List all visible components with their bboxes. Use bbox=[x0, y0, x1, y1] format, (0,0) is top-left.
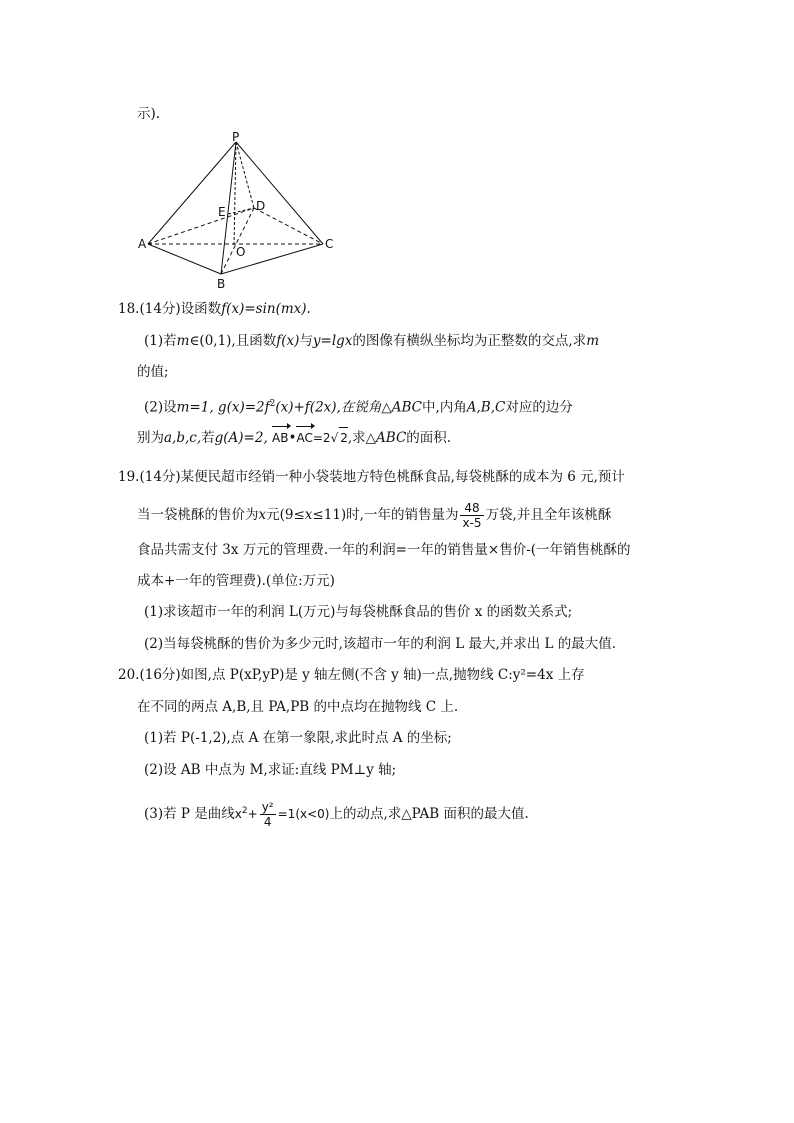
label-a: A bbox=[138, 237, 147, 251]
edge-pc bbox=[236, 142, 323, 244]
q19-part1: (1)求该超市一年的利润 L(万元)与每袋桃酥食品的售价 x 的函数关系式; bbox=[144, 604, 573, 620]
vector-ab: AB bbox=[272, 428, 288, 448]
q19-stem-4: 成本+一年的管理费).(单位:万元) bbox=[137, 573, 335, 589]
q20-part1: (1)若 P(-1,2),点 A 在第一象限,求此时点 A 的坐标; bbox=[144, 730, 452, 746]
q18-part2: (2)设m=1, $g(x)=2f^2(x)+f(2x)$,在锐角△ABC中,内角A,B,C对应的边分 bbox=[144, 399, 573, 416]
sqrt-two: 2 bbox=[339, 427, 348, 448]
q19-part2: (2)当每袋桃酥的售价为多少元时,该超市一年的利润 L 最大,并求出 L 的最大值. bbox=[144, 636, 617, 652]
label-o: O bbox=[236, 245, 246, 259]
q19-stem-1: 19.(14分)某便民超市经销一种小袋装地方特色桃酥食品,每袋桃酥的成本为 6 元,预计 bbox=[118, 469, 625, 485]
edge-pa bbox=[148, 142, 236, 244]
label-e: E bbox=[218, 205, 226, 219]
fraction-y2-over-4: $\frac{\text{y²}}{4}$ bbox=[261, 800, 274, 829]
label-c: C bbox=[325, 237, 334, 251]
q18-part1-cont: 的值; bbox=[137, 364, 169, 380]
q20-part2: (2)设 AB 中点为 M,求证:直线 PM⊥y 轴; bbox=[144, 762, 397, 778]
diag-bd bbox=[221, 208, 254, 274]
label-p: P bbox=[232, 130, 240, 144]
label-b: B bbox=[217, 277, 226, 291]
q18-part2-cont: 别为a,b,c,若g(A)=2, AB•AC=2√ 2,求△ABC的面积. bbox=[137, 427, 451, 448]
edge-ab bbox=[148, 244, 221, 274]
q20-stem-1: 20.(16分)如图,点 P(xP,yP)是 y 轴左侧(不含 y 轴)一点,抛物线 C:y²=4x 上存 bbox=[118, 667, 585, 683]
fraction-48-over-x-5: $\frac{48}{x-5}$ bbox=[462, 501, 482, 530]
edge-dc bbox=[254, 208, 323, 244]
vector-ac: AC bbox=[296, 428, 312, 448]
top-fragment: 示). bbox=[137, 106, 161, 122]
q18-part1: (1)若m∈(0,1),且函数f(x)与y=lgx的图像有横纵坐标均为正整数的交点,求m bbox=[144, 333, 600, 349]
q20-part3: (3)若 P 是曲线$x^2+$ $\frac{\text{y²}}{4}$ =1(x<0)上的动点,求△PAB 面积的最大值. bbox=[144, 800, 529, 829]
seg-ed bbox=[228, 208, 254, 214]
q19-stem-3: 食品共需支付 3x 万元的管理费.一年的利润=一年的销售量×售价-(一年销售桃酥的 bbox=[137, 542, 631, 558]
q18-stem: 18.(14分)设函数f(x)=sin(mx). bbox=[118, 301, 311, 317]
q20-stem-2: 在不同的两点 A,B,且 PA,PB 的中点均在抛物线 C 上. bbox=[137, 699, 459, 715]
label-d: D bbox=[256, 199, 266, 213]
pyramid-figure bbox=[138, 126, 338, 291]
q19-stem-2: 当一袋桃酥的售价为x元(9≤x≤11)时,一年的销售量为 $\frac{48}{x-5}$ 万袋,并且全年该桃酥 bbox=[137, 501, 612, 530]
